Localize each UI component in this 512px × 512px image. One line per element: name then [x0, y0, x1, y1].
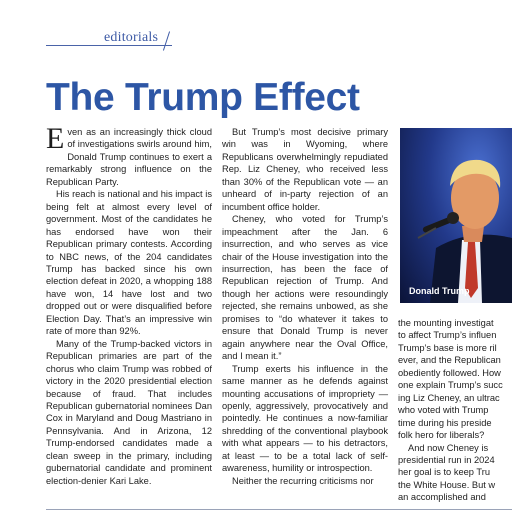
portrait-illustration — [400, 128, 512, 303]
article-column-3 — [398, 317, 512, 504]
paragraph-4: But Trump’s most decisive primary win was in Wyoming, where Republicans overwhelmingly repudiated Rep. Liz Cheney, who received less than 30% of the Republican vote — an unheard of in-party rejection of an incumbent office holder. — [222, 127, 388, 212]
col3-line: the mounting investigat — [398, 318, 494, 328]
photo-caption: Donald Trump — [409, 286, 470, 296]
paragraph-5: Cheney, who voted for Trump’s impeachment after the Jan. 6 insurrection, and who serves as vice chair of the House investigation into the insurrection, has been the face of Republican rejection of Trump. And though her actions were resoundingly rejected, she remains unbowed, as she promises to “do whatever it takes to ensure that Donald Trump is never again anywhere near the Oval Office, and I mean it.” — [222, 214, 388, 362]
paragraph-1 — [46, 122, 212, 188]
headline: The Trump Effect — [46, 76, 360, 119]
col3-line: the White House. But w — [398, 479, 496, 490]
paragraph-1-text: ven as an increasingly thick cloud of investigations swirls around him, Donald Trump continues to exert a remarkably strong influence on the Republican Party. — [46, 127, 212, 187]
col3-line: And now Cheney is — [408, 442, 489, 453]
col3-line: obediently followed. How — [398, 367, 501, 378]
paragraph-6: Trump exerts his influence in the same manner as he defends against mounting accusations of impropriety — openly, aggressively, provocatively and pointedly. He continues a now-familiar shredding of the conventional playbook with what appears — to his detractors, at least — to be a total lack of self-awareness, humility or introspection. — [222, 363, 388, 474]
trump-photo — [400, 128, 512, 303]
col3-line: her goal is to keep Tru — [398, 467, 490, 478]
col3-line: Trump’s base is more ril — [398, 342, 497, 353]
paragraph-2: His reach is national and his impact is being felt at almost every level of government. Most of the candidates he has endorsed have won their Republican primary contests. According to NBC news, of the 204 candidates Trump has backed since his own election defeat in 2020, a whopping 188 have won, 14 have lost and two dropped out or were disqualified before Election Day. That’s an impressive win rate of more than 92%. — [46, 189, 212, 337]
header-rule — [46, 45, 172, 46]
col3-line: an accomplished and — [398, 492, 486, 503]
col3-line: presidential run in 2024 — [398, 454, 495, 465]
col3-line: ever, and the Republican — [398, 355, 501, 366]
col3-line: one explain Trump’s succ — [398, 380, 503, 391]
col3-line: to affect Trump’s influen — [398, 330, 497, 341]
paragraph-7: Neither the recurring criticisms nor — [232, 475, 374, 486]
col3-line: ing Liz Cheney, an ultrac — [398, 392, 500, 403]
article-column-2 — [222, 126, 388, 487]
section-label: editorials — [104, 30, 159, 45]
col3-line: time during his preside — [398, 417, 492, 428]
paragraph-3: Many of the Trump-backed victors in Republican primaries are part of the chorus who claim Trump was robbed of victory in the 2020 presidential election because of fraud. That includes Republican gubernatorial nominees Dan Cox in Maryland and Doug Mastriano in Pennsylvania. And in Arizona, 12 Trump-endorsed candidates made a clean sweep in the primary, including gubernatorial candidate and prominent election-denier Kari Lake. — [46, 338, 212, 486]
article-column-1 — [46, 122, 212, 487]
col3-line: folk hero for liberals? — [398, 430, 485, 441]
drop-cap: E — [46, 122, 65, 155]
section-slash-divider — [163, 31, 170, 50]
bottom-rule — [46, 509, 512, 510]
col3-line: who voted with Trump — [398, 405, 489, 416]
